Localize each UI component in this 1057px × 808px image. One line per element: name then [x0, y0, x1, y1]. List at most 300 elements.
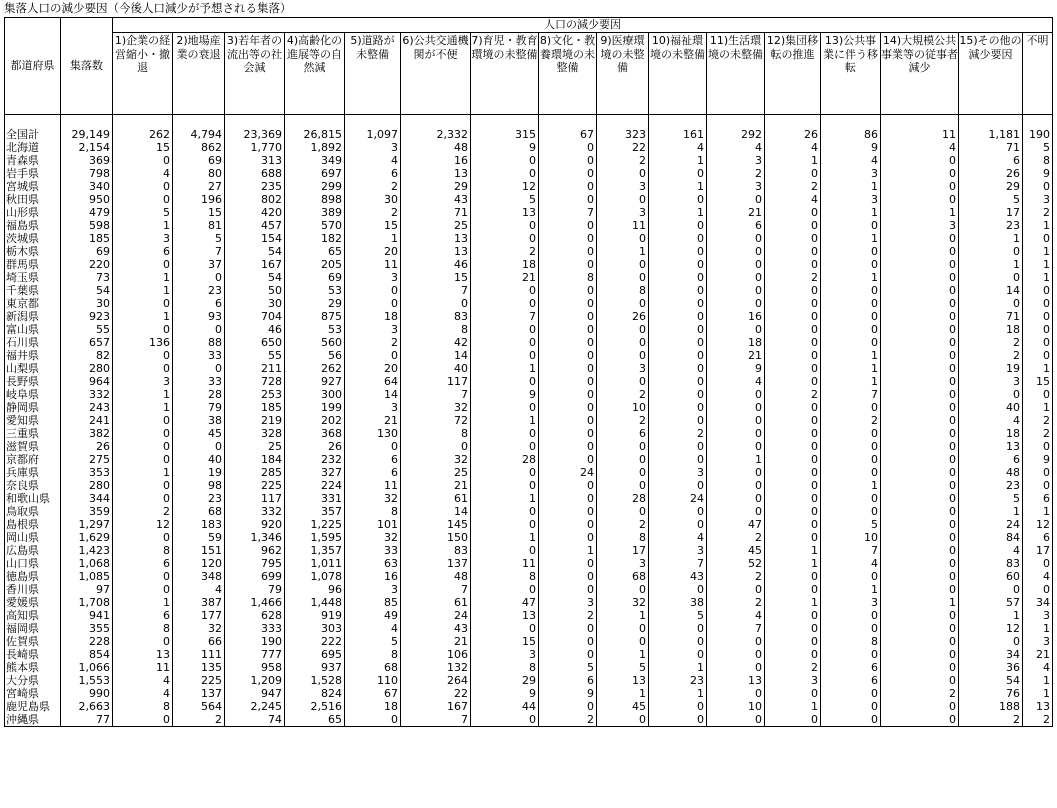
table-row — [5, 219, 1053, 232]
value-cell: 8 — [401, 427, 471, 440]
value-cell: 30 — [225, 297, 285, 310]
value-cell: 0 — [649, 583, 707, 596]
value-cell: 36 — [959, 661, 1023, 674]
value-cell: 0 — [821, 219, 881, 232]
value-cell: 10 — [597, 401, 649, 414]
value-cell: 205 — [285, 258, 345, 271]
value-cell: 0 — [649, 258, 707, 271]
value-cell: 88 — [173, 336, 225, 349]
value-cell: 6 — [173, 297, 225, 310]
value-cell: 0 — [539, 570, 597, 583]
value-cell: 28 — [597, 492, 649, 505]
value-cell: 262 — [285, 362, 345, 375]
value-cell: 4 — [821, 557, 881, 570]
value-cell: 0 — [765, 206, 821, 219]
value-cell: 9 — [1023, 453, 1053, 466]
value-cell: 11 — [881, 128, 959, 141]
value-cell: 4 — [881, 141, 959, 154]
value-cell: 243 — [61, 401, 113, 414]
spacer-cell — [881, 115, 959, 129]
value-cell: 161 — [649, 128, 707, 141]
value-cell: 79 — [173, 401, 225, 414]
value-cell: 990 — [61, 687, 113, 700]
value-cell: 333 — [225, 622, 285, 635]
value-cell: 0 — [707, 193, 765, 206]
value-cell: 1 — [959, 232, 1023, 245]
value-cell: 3 — [765, 674, 821, 687]
prefecture-cell: 宮崎県 — [5, 687, 61, 700]
value-cell: 3 — [113, 375, 173, 388]
value-cell: 1 — [707, 453, 765, 466]
value-cell: 23 — [649, 674, 707, 687]
prefecture-cell: 栃木県 — [5, 245, 61, 258]
value-cell: 2 — [597, 518, 649, 531]
value-cell: 14 — [345, 388, 401, 401]
value-cell: 53 — [285, 284, 345, 297]
value-cell: 0 — [471, 336, 539, 349]
header-factor: 2)地場産業の衰退 — [173, 33, 225, 115]
table-row — [5, 284, 1053, 297]
value-cell: 0 — [539, 297, 597, 310]
value-cell: 145 — [401, 518, 471, 531]
table-row — [5, 687, 1053, 700]
value-cell: 0 — [649, 375, 707, 388]
value-cell: 479 — [61, 206, 113, 219]
value-cell: 225 — [225, 479, 285, 492]
value-cell: 4 — [959, 414, 1023, 427]
value-cell: 323 — [597, 128, 649, 141]
value-cell: 0 — [707, 713, 765, 727]
prefecture-cell: 奈良県 — [5, 479, 61, 492]
value-cell: 74 — [225, 713, 285, 727]
prefecture-cell: 兵庫県 — [5, 466, 61, 479]
value-cell: 188 — [959, 700, 1023, 713]
value-cell: 0 — [765, 323, 821, 336]
value-cell: 3 — [597, 557, 649, 570]
value-cell: 32 — [597, 596, 649, 609]
value-cell: 9 — [471, 687, 539, 700]
value-cell: 9 — [471, 388, 539, 401]
value-cell: 0 — [707, 648, 765, 661]
value-cell: 2 — [1023, 427, 1053, 440]
value-cell: 0 — [707, 323, 765, 336]
value-cell: 97 — [61, 583, 113, 596]
value-cell: 1 — [345, 232, 401, 245]
value-cell: 0 — [649, 323, 707, 336]
table-row — [5, 427, 1053, 440]
value-cell: 21 — [401, 479, 471, 492]
value-cell: 1 — [765, 596, 821, 609]
value-cell: 25 — [225, 440, 285, 453]
value-cell: 7 — [539, 206, 597, 219]
value-cell: 1 — [597, 245, 649, 258]
prefecture-cell: 徳島県 — [5, 570, 61, 583]
value-cell: 0 — [1023, 466, 1053, 479]
value-cell: 0 — [959, 583, 1023, 596]
value-cell: 262 — [113, 128, 173, 141]
value-cell: 34 — [959, 648, 1023, 661]
value-cell: 0 — [1023, 557, 1053, 570]
value-cell: 9 — [821, 141, 881, 154]
value-cell: 1 — [821, 349, 881, 362]
value-cell: 0 — [597, 375, 649, 388]
value-cell: 0 — [821, 245, 881, 258]
value-cell: 0 — [765, 505, 821, 518]
value-cell: 68 — [597, 570, 649, 583]
spacer-cell — [539, 115, 597, 129]
value-cell: 26 — [285, 440, 345, 453]
value-cell: 49 — [345, 609, 401, 622]
table-row — [5, 518, 1053, 531]
value-cell: 4 — [1023, 661, 1053, 674]
value-cell: 228 — [61, 635, 113, 648]
value-cell: 1 — [113, 401, 173, 414]
value-cell: 0 — [881, 167, 959, 180]
value-cell: 570 — [285, 219, 345, 232]
value-cell: 0 — [597, 622, 649, 635]
spacer-cell — [707, 115, 765, 129]
value-cell: 457 — [225, 219, 285, 232]
value-cell: 777 — [225, 648, 285, 661]
value-cell: 24 — [959, 518, 1023, 531]
value-cell: 920 — [225, 518, 285, 531]
value-cell: 0 — [881, 557, 959, 570]
value-cell: 19 — [959, 362, 1023, 375]
value-cell: 14 — [401, 505, 471, 518]
value-cell: 0 — [821, 622, 881, 635]
value-cell: 38 — [173, 414, 225, 427]
value-cell: 1 — [821, 583, 881, 596]
value-cell: 0 — [597, 193, 649, 206]
value-cell: 6 — [821, 661, 881, 674]
value-cell: 8 — [597, 531, 649, 544]
value-cell: 3 — [539, 596, 597, 609]
value-cell: 0 — [597, 635, 649, 648]
value-cell: 3 — [649, 466, 707, 479]
value-cell: 0 — [881, 388, 959, 401]
value-cell: 0 — [707, 232, 765, 245]
value-cell: 48 — [401, 141, 471, 154]
value-cell: 3 — [821, 596, 881, 609]
value-cell: 0 — [881, 648, 959, 661]
value-cell: 1 — [1023, 622, 1053, 635]
prefecture-cell: 大分県 — [5, 674, 61, 687]
prefecture-cell: 埼玉県 — [5, 271, 61, 284]
prefecture-cell: 鹿児島県 — [5, 700, 61, 713]
value-cell: 359 — [61, 505, 113, 518]
value-cell: 1 — [113, 466, 173, 479]
value-cell: 45 — [597, 700, 649, 713]
value-cell: 29 — [285, 297, 345, 310]
value-cell: 0 — [707, 583, 765, 596]
value-cell: 11 — [471, 557, 539, 570]
prefecture-cell: 宮城県 — [5, 180, 61, 193]
value-cell: 5 — [821, 518, 881, 531]
header-factor: 5)道路が未整備 — [345, 33, 401, 115]
value-cell: 232 — [285, 453, 345, 466]
value-cell: 0 — [597, 466, 649, 479]
value-cell: 0 — [765, 219, 821, 232]
value-cell: 6 — [959, 453, 1023, 466]
value-cell: 0 — [765, 609, 821, 622]
value-cell: 18 — [345, 700, 401, 713]
value-cell: 0 — [597, 336, 649, 349]
value-cell: 18 — [345, 310, 401, 323]
value-cell: 84 — [959, 531, 1023, 544]
value-cell: 0 — [821, 648, 881, 661]
value-cell: 9 — [707, 362, 765, 375]
table-row — [5, 544, 1053, 557]
table-row — [5, 622, 1053, 635]
value-cell: 21 — [471, 271, 539, 284]
value-cell: 650 — [225, 336, 285, 349]
value-cell: 71 — [959, 141, 1023, 154]
header-factor: 不明 — [1023, 33, 1053, 115]
value-cell: 53 — [285, 323, 345, 336]
value-cell: 73 — [61, 271, 113, 284]
value-cell: 44 — [471, 700, 539, 713]
value-cell: 0 — [765, 531, 821, 544]
value-cell: 5 — [345, 635, 401, 648]
value-cell: 1 — [113, 596, 173, 609]
value-cell: 13 — [401, 245, 471, 258]
value-cell: 2 — [707, 531, 765, 544]
value-cell: 96 — [285, 583, 345, 596]
value-cell: 65 — [285, 713, 345, 727]
value-cell: 0 — [1023, 284, 1053, 297]
value-cell: 0 — [881, 531, 959, 544]
value-cell: 5 — [959, 193, 1023, 206]
value-cell: 0 — [113, 297, 173, 310]
value-cell: 0 — [113, 258, 173, 271]
value-cell: 0 — [881, 336, 959, 349]
value-cell: 0 — [707, 661, 765, 674]
value-cell: 0 — [597, 349, 649, 362]
value-cell: 3 — [821, 193, 881, 206]
value-cell: 0 — [401, 440, 471, 453]
value-cell: 1,892 — [285, 141, 345, 154]
value-cell: 0 — [539, 648, 597, 661]
value-cell: 21 — [401, 635, 471, 648]
value-cell: 0 — [345, 349, 401, 362]
value-cell: 7 — [471, 310, 539, 323]
value-cell: 1 — [1023, 362, 1053, 375]
value-cell: 4,794 — [173, 128, 225, 141]
value-cell: 26 — [61, 440, 113, 453]
value-cell: 0 — [765, 375, 821, 388]
value-cell: 0 — [113, 427, 173, 440]
value-cell: 132 — [401, 661, 471, 674]
value-cell: 0 — [821, 505, 881, 518]
value-cell: 52 — [707, 557, 765, 570]
value-cell: 1 — [649, 687, 707, 700]
prefecture-cell: 沖縄県 — [5, 713, 61, 727]
table-row — [5, 713, 1053, 727]
header-factor: 4)高齢化の進展等の自然減 — [285, 33, 345, 115]
value-cell: 151 — [173, 544, 225, 557]
prefecture-cell: 全国計 — [5, 128, 61, 141]
value-cell: 280 — [61, 479, 113, 492]
value-cell: 0 — [765, 713, 821, 727]
value-cell: 137 — [401, 557, 471, 570]
value-cell: 50 — [225, 284, 285, 297]
value-cell: 0 — [649, 219, 707, 232]
value-cell: 22 — [597, 141, 649, 154]
value-cell: 13 — [471, 206, 539, 219]
value-cell: 0 — [539, 388, 597, 401]
value-cell: 798 — [61, 167, 113, 180]
value-cell: 3 — [345, 141, 401, 154]
table-row — [5, 154, 1053, 167]
value-cell: 0 — [471, 284, 539, 297]
value-cell: 5 — [471, 193, 539, 206]
value-cell: 38 — [649, 596, 707, 609]
value-cell: 111 — [173, 648, 225, 661]
value-cell: 185 — [61, 232, 113, 245]
value-cell: 3 — [707, 180, 765, 193]
value-cell: 0 — [539, 557, 597, 570]
value-cell: 15 — [113, 141, 173, 154]
value-cell: 1 — [597, 609, 649, 622]
value-cell: 1,448 — [285, 596, 345, 609]
value-cell: 0 — [401, 297, 471, 310]
prefecture-cell: 茨城県 — [5, 232, 61, 245]
value-cell: 15 — [1023, 375, 1053, 388]
value-cell: 1 — [113, 284, 173, 297]
table-row — [5, 128, 1053, 141]
spacer-cell — [61, 115, 113, 129]
value-cell: 33 — [345, 544, 401, 557]
value-cell: 5 — [539, 661, 597, 674]
value-cell: 0 — [649, 401, 707, 414]
value-cell: 0 — [173, 362, 225, 375]
value-cell: 0 — [765, 284, 821, 297]
prefecture-cell: 青森県 — [5, 154, 61, 167]
value-cell: 328 — [225, 427, 285, 440]
value-cell: 0 — [881, 583, 959, 596]
value-cell: 1 — [821, 362, 881, 375]
value-cell: 728 — [225, 375, 285, 388]
value-cell: 13 — [401, 232, 471, 245]
value-cell: 332 — [61, 388, 113, 401]
value-cell: 0 — [345, 713, 401, 727]
value-cell: 3 — [471, 648, 539, 661]
value-cell: 0 — [707, 414, 765, 427]
value-cell: 0 — [881, 479, 959, 492]
value-cell: 2 — [1023, 414, 1053, 427]
value-cell: 184 — [225, 453, 285, 466]
value-cell: 2 — [765, 180, 821, 193]
value-cell: 0 — [539, 427, 597, 440]
value-cell: 67 — [539, 128, 597, 141]
value-cell: 7 — [401, 583, 471, 596]
value-cell: 0 — [649, 245, 707, 258]
prefecture-cell: 滋賀県 — [5, 440, 61, 453]
value-cell: 4 — [1023, 570, 1053, 583]
value-cell: 0 — [539, 167, 597, 180]
value-cell: 923 — [61, 310, 113, 323]
value-cell: 1 — [821, 232, 881, 245]
value-cell: 3 — [1023, 193, 1053, 206]
value-cell: 0 — [539, 453, 597, 466]
value-cell: 1 — [1023, 687, 1053, 700]
value-cell: 11 — [345, 258, 401, 271]
table-row — [5, 505, 1053, 518]
value-cell: 598 — [61, 219, 113, 232]
value-cell: 13 — [597, 674, 649, 687]
value-cell: 0 — [881, 258, 959, 271]
value-cell: 8 — [113, 622, 173, 635]
value-cell: 0 — [821, 427, 881, 440]
value-cell: 695 — [285, 648, 345, 661]
value-cell: 54 — [225, 245, 285, 258]
value-cell: 962 — [225, 544, 285, 557]
value-cell: 8 — [401, 323, 471, 336]
value-cell: 0 — [539, 180, 597, 193]
value-cell: 0 — [173, 440, 225, 453]
value-cell: 1 — [649, 206, 707, 219]
value-cell: 0 — [649, 284, 707, 297]
value-cell: 54 — [61, 284, 113, 297]
value-cell: 61 — [401, 492, 471, 505]
value-cell: 0 — [765, 297, 821, 310]
spacer-cell — [649, 115, 707, 129]
value-cell: 0 — [707, 297, 765, 310]
value-cell: 0 — [821, 570, 881, 583]
value-cell: 8 — [113, 700, 173, 713]
table-row — [5, 635, 1053, 648]
value-cell: 937 — [285, 661, 345, 674]
value-cell: 0 — [471, 505, 539, 518]
value-cell: 8 — [345, 648, 401, 661]
value-cell: 34 — [1023, 596, 1053, 609]
prefecture-cell: 静岡県 — [5, 401, 61, 414]
value-cell: 5 — [173, 232, 225, 245]
value-cell: 0 — [765, 479, 821, 492]
value-cell: 3 — [345, 401, 401, 414]
value-cell: 64 — [345, 375, 401, 388]
value-cell: 0 — [649, 453, 707, 466]
value-cell: 13 — [1023, 700, 1053, 713]
table-row — [5, 414, 1053, 427]
value-cell: 1 — [821, 271, 881, 284]
value-cell: 6 — [539, 674, 597, 687]
value-cell: 77 — [61, 713, 113, 727]
value-cell: 0 — [649, 271, 707, 284]
table-row — [5, 141, 1053, 154]
value-cell: 23 — [959, 479, 1023, 492]
value-cell: 83 — [401, 544, 471, 557]
value-cell: 23 — [173, 492, 225, 505]
header-factor: 3)若年者の流出等の社会減 — [225, 33, 285, 115]
table-row — [5, 492, 1053, 505]
value-cell: 0 — [345, 440, 401, 453]
value-cell: 43 — [401, 193, 471, 206]
value-cell: 154 — [225, 232, 285, 245]
value-cell: 2 — [821, 414, 881, 427]
value-cell: 0 — [765, 427, 821, 440]
spacer-cell — [401, 115, 471, 129]
value-cell: 3 — [597, 362, 649, 375]
table-row — [5, 466, 1053, 479]
value-cell: 0 — [765, 583, 821, 596]
value-cell: 628 — [225, 609, 285, 622]
value-cell: 26 — [765, 128, 821, 141]
value-cell: 0 — [881, 505, 959, 518]
value-cell: 9 — [539, 687, 597, 700]
value-cell: 0 — [765, 362, 821, 375]
value-cell: 26,815 — [285, 128, 345, 141]
